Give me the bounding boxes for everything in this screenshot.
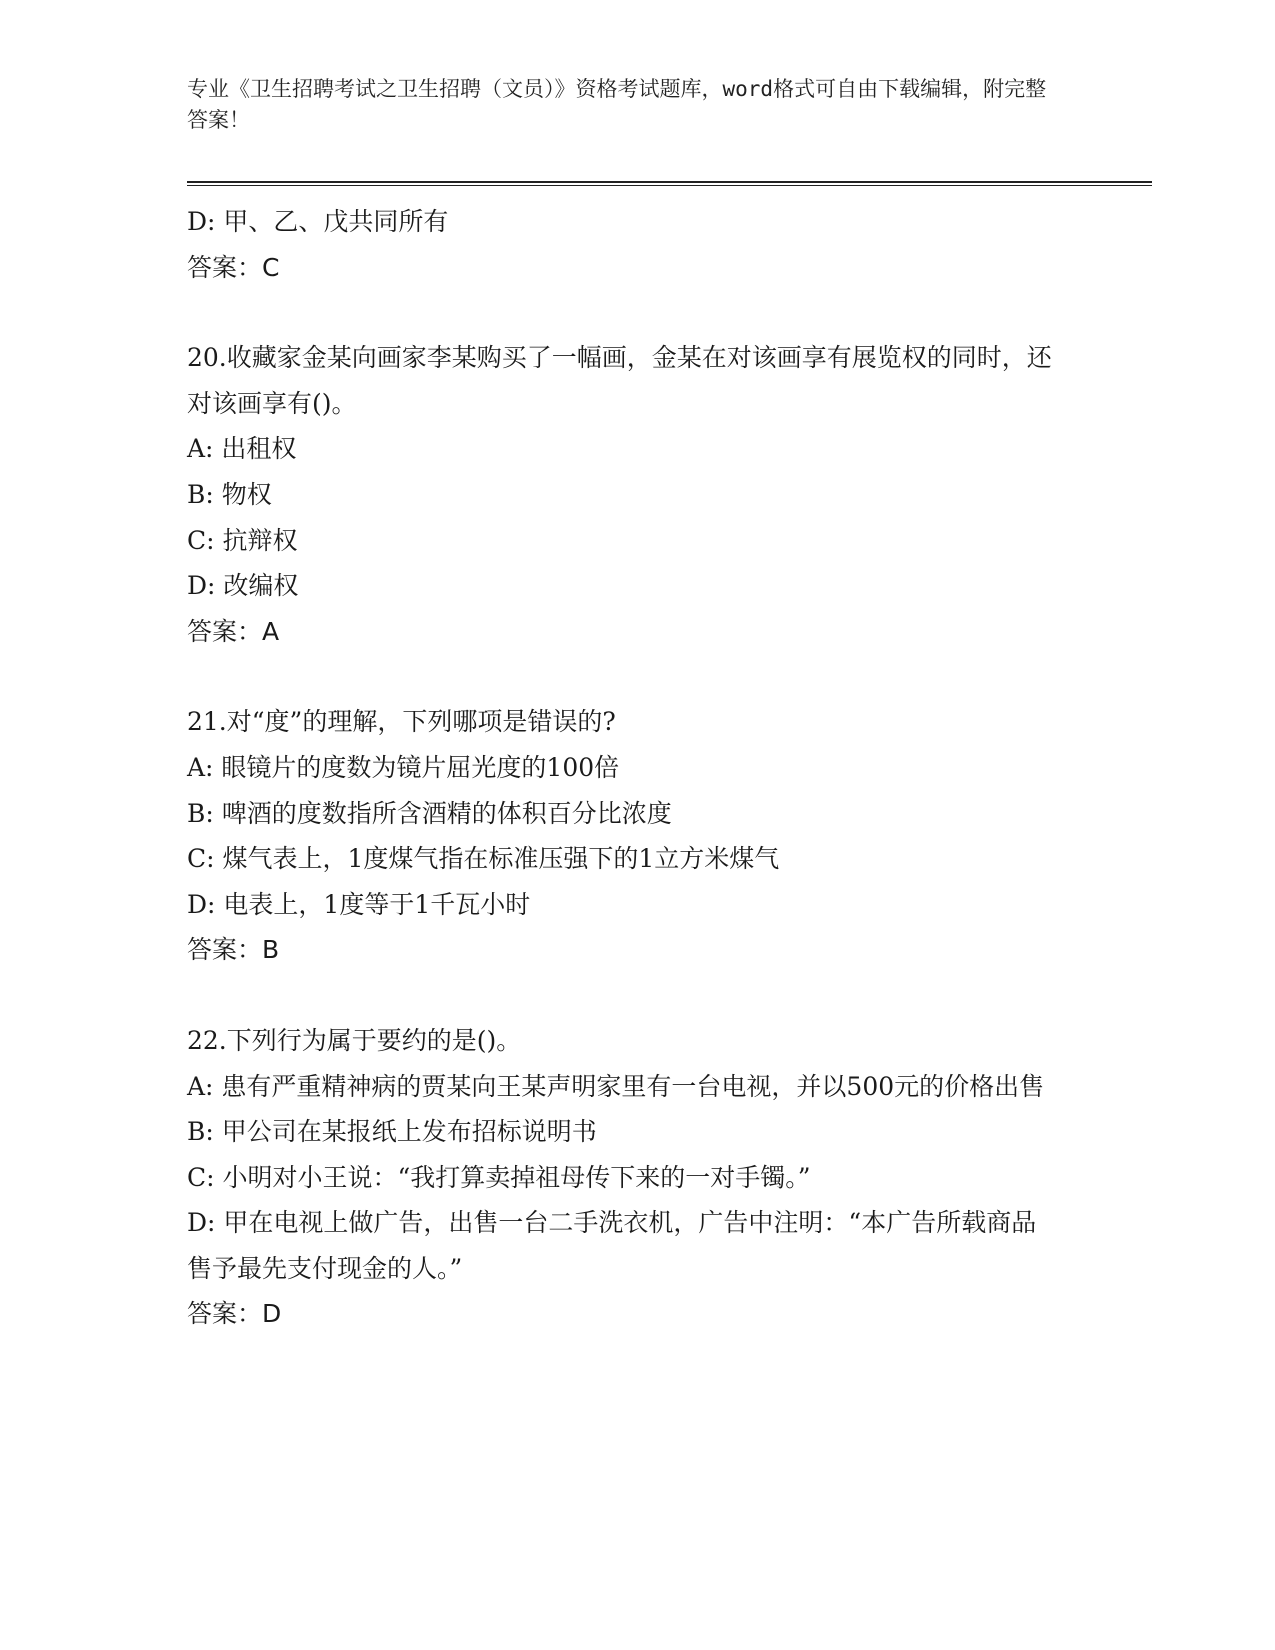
document-page: [187, 0, 1152, 1337]
question-content: [187, 199, 1057, 1337]
header-divider: [187, 181, 1152, 186]
answer-line: 答案：A: [187, 616, 280, 646]
option-c: C: 抗辩权: [187, 525, 298, 555]
option-a: A: 眼镜片的度数为镜片屈光度的100倍: [187, 752, 620, 782]
question-21: [187, 699, 1057, 973]
option-a: A: 出租权: [187, 434, 297, 464]
page-header: 专业《卫生招聘考试之卫生招聘（文员）》资格考试题库，word格式可自由下载编辑，附完整答案！: [187, 77, 1047, 132]
option-b: B: 甲公司在某报纸上发布招标说明书: [187, 1117, 597, 1147]
question-22: [187, 1018, 1057, 1337]
question-20: [187, 335, 1057, 654]
question-stem: 21.对“度”的理解，下列哪项是错误的?: [187, 707, 616, 737]
option-d: D: 电表上，1度等于1千瓦小时: [187, 889, 531, 919]
option-c: C: 小明对小王说：“我打算卖掉祖母传下来的一对手镯。”: [187, 1162, 811, 1192]
question-stem: 22.下列行为属于要约的是()。: [187, 1025, 522, 1055]
option-d: D: 甲在电视上做广告，出售一台二手洗衣机，广告中注明：“本广告所载商品售予最先支付现金的人。”: [187, 1208, 1037, 1283]
option-b: B: 啤酒的度数指所含酒精的体积百分比浓度: [187, 798, 672, 828]
option-d: D: 改编权: [187, 571, 299, 601]
option-b: B: 物权: [187, 479, 272, 509]
option-c: C: 煤气表上，1度煤气指在标准压强下的1立方米煤气: [187, 844, 780, 874]
question-stem: 20.收藏家金某向画家李某购买了一幅画，金某在对该画享有展览权的同时，还对该画享有()。: [187, 343, 1052, 418]
answer-line: 答案：D: [187, 1299, 282, 1329]
option-a: A: 患有严重精神病的贾某向王某声明家里有一台电视，并以500元的价格出售: [187, 1071, 1045, 1101]
option-d: D: 甲、乙、戊共同所有: [187, 207, 449, 236]
answer-line: 答案：B: [187, 935, 280, 965]
answer-line: 答案：C: [187, 252, 280, 282]
